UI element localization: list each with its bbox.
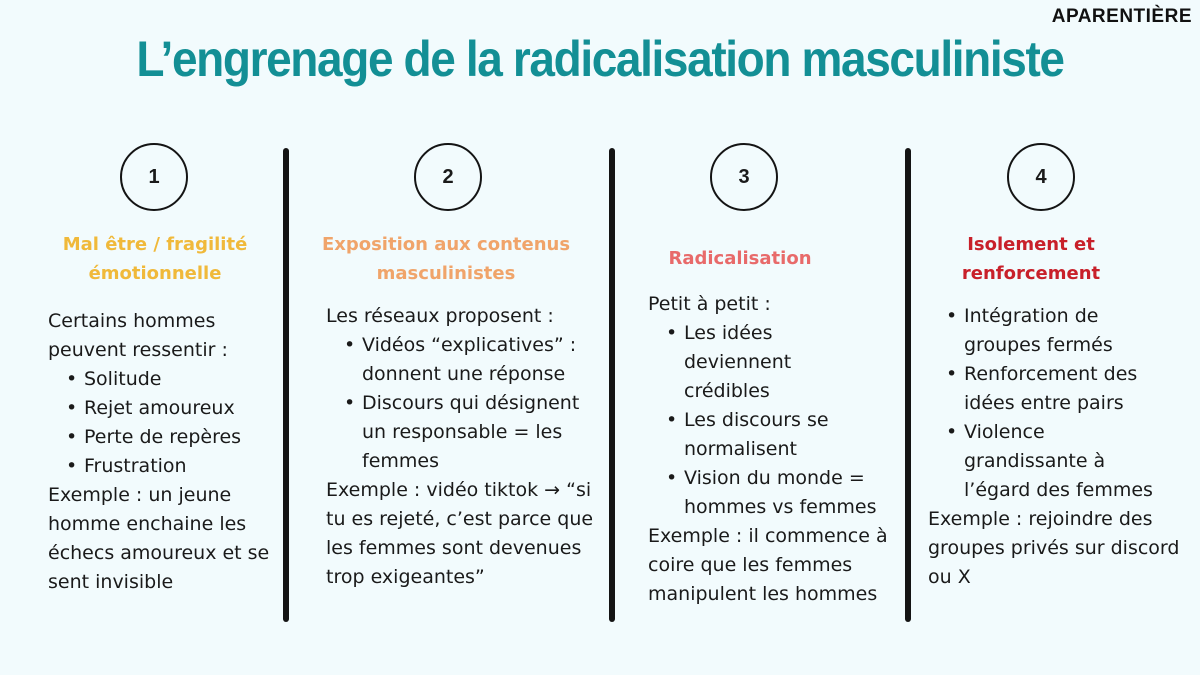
step-number-circle: 3 (710, 143, 778, 211)
step-heading: Mal être / fragilité émotionnelle (62, 234, 248, 284)
step-example: Exemple : rejoindre des groupes privés sur discord ou X (928, 508, 1180, 588)
list-item: • Les discours se normalisent (684, 406, 854, 464)
step-number-circle: 2 (414, 143, 482, 211)
list-item: • Frustration (84, 452, 284, 481)
step-bullet-list (928, 302, 1190, 505)
brand-logo: APARENTIÈRE (1051, 6, 1192, 27)
step-number-circle: 1 (120, 143, 188, 211)
step-body (648, 290, 898, 609)
step-bullet-list (648, 319, 898, 522)
list-item: • Vidéos “explicatives” : donnent une réponse (362, 331, 596, 389)
list-item: • Discours qui désignent un responsable = les femmes (362, 389, 596, 476)
step-example: Exemple : vidéo tiktok → “si tu es rejeté, c’est parce que les femmes sont devenues trop exigeantes” (326, 479, 594, 588)
list-item: • Les idées deviennent crédibles (684, 319, 824, 406)
step-intro: Certains hommes peuvent ressentir : (48, 310, 228, 361)
list-item: • Intégration de groupes fermés (964, 302, 1134, 360)
list-item: • Rejet amoureux (84, 394, 284, 423)
step-bullet-list (48, 365, 284, 481)
step-number-circle: 4 (1007, 143, 1075, 211)
page-title: L’engrenage de la radicalisation masculiniste (136, 31, 1064, 87)
step-example: Exemple : il commence à coire que les femmes manipulent les hommes (648, 525, 888, 605)
step-example: Exemple : un jeune homme enchaine les échecs amoureux et se sent invisible (48, 484, 270, 593)
step-body (326, 302, 596, 592)
step-bullet-list (326, 331, 596, 476)
step-heading: Radicalisation (668, 248, 812, 269)
list-item: • Perte de repères (84, 423, 284, 452)
column-divider (905, 148, 911, 622)
step-body (928, 302, 1190, 592)
step-intro: Petit à petit : (648, 293, 771, 315)
step-heading: Exposition aux contenus masculinistes (321, 234, 571, 284)
step-heading: Isolement et renforcement (961, 234, 1101, 284)
step-intro: Les réseaux proposent : (326, 305, 554, 327)
step-body (48, 307, 284, 597)
list-item: • Renforcement des idées entre pairs (964, 360, 1190, 418)
list-item: • Violence grandissante à l’égard des femmes (964, 418, 1164, 505)
column-divider (609, 148, 615, 622)
list-item: • Vision du monde = hommes vs femmes (684, 464, 884, 522)
list-item: • Solitude (84, 365, 284, 394)
